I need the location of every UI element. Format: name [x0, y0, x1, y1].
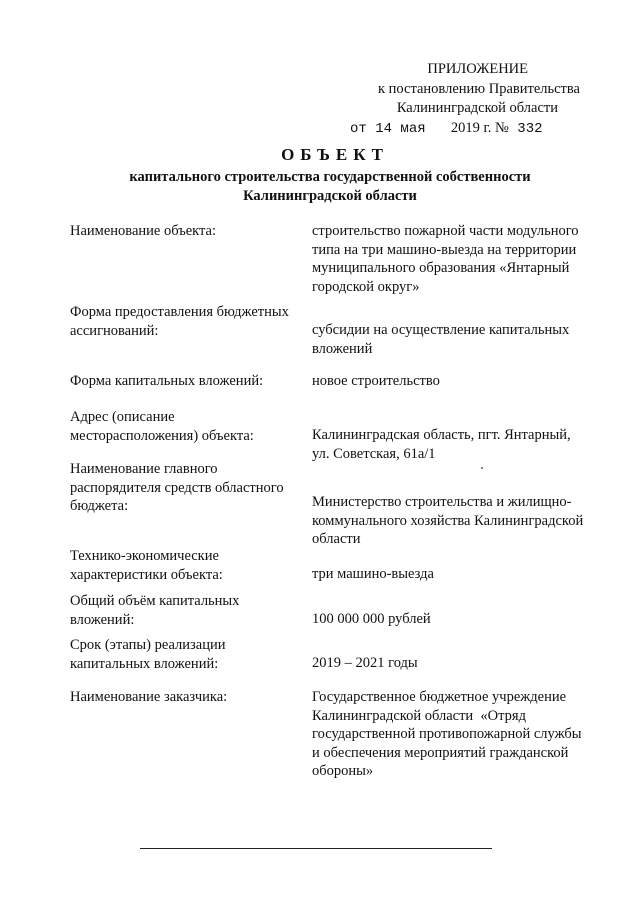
- appendix-region-line: Калининградской области: [396, 100, 558, 116]
- field-label: [70, 636, 295, 673]
- value-line: коммунального хозяйства Калининградской: [312, 512, 584, 529]
- label-line: Срок (этапы) реализации: [70, 637, 226, 653]
- field-label: [70, 592, 295, 629]
- value-line: 2019 – 2021 годы: [312, 655, 418, 671]
- label-line: месторасположения) объекта:: [70, 427, 254, 444]
- field-label: [70, 688, 295, 707]
- value-line: муниципального образования «Янтарный: [312, 260, 570, 276]
- value-line: государственной противопожарной службы: [312, 726, 582, 742]
- label-line: Форма капитальных вложений:: [70, 373, 264, 389]
- appendix-title: ПРИЛОЖЕНИЕ: [427, 61, 528, 77]
- value-line: и обеспечения мероприятий гражданской: [312, 744, 569, 761]
- label-line: распорядителя средств областного: [70, 479, 284, 496]
- subtitle-line-1: капитального строительства государственной собственности: [129, 169, 531, 185]
- date-day-month: 14 мая: [375, 120, 426, 137]
- label-line: Наименование объекта:: [70, 223, 216, 239]
- value-line: Министерство строительства и жилищно-: [312, 494, 572, 510]
- field-label: [70, 222, 295, 241]
- value-line: обороны»: [312, 763, 374, 779]
- document-title: ОБЪЕКТ: [281, 145, 389, 164]
- value-line: три машино-выезда: [312, 566, 434, 582]
- value-line: городской округ»: [312, 278, 420, 295]
- field-value: [312, 372, 597, 391]
- doc-number: 332: [517, 120, 543, 137]
- appendix-date-line: [350, 119, 590, 140]
- field-value: [312, 426, 597, 463]
- label-line: бюджета:: [70, 498, 129, 514]
- value-line: строительство пожарной части модульного: [312, 223, 579, 239]
- label-line: Технико-экономические: [70, 548, 219, 564]
- date-prefix: от: [350, 120, 367, 137]
- field-label: [70, 408, 295, 445]
- field-value: [312, 610, 597, 629]
- value-line: 100 000 000 рублей: [312, 611, 431, 627]
- value-line: Государственное бюджетное учреждение: [312, 689, 567, 705]
- label-line: Наименование заказчика:: [70, 689, 228, 705]
- date-year-no: 2019 г. №: [450, 119, 509, 136]
- field-label: [70, 303, 295, 340]
- field-label: [70, 547, 295, 584]
- field-label: [70, 372, 295, 391]
- value-line: новое строительство: [312, 373, 440, 389]
- value-line: типа на три машино-выезда на территории: [312, 241, 577, 258]
- appendix-decree-line: к постановлению Правительства: [378, 80, 580, 97]
- appendix-block: [350, 60, 590, 139]
- label-line: ассигнований:: [70, 322, 159, 339]
- label-line: Общий объём капитальных: [70, 593, 240, 609]
- value-line: вложений: [312, 340, 373, 357]
- field-value: [312, 321, 597, 358]
- value-line: Калининградская область, пгт. Янтарный,: [312, 427, 571, 443]
- label-line: Форма предоставления бюджетных: [70, 304, 289, 320]
- label-line: вложений:: [70, 611, 135, 628]
- label-line: Наименование главного: [70, 461, 218, 477]
- document-subtitle: [0, 168, 640, 206]
- value-line: субсидии на осуществление капитальных: [312, 322, 570, 338]
- scan-speck: [481, 467, 483, 469]
- subtitle-line-2: Калининградской области: [243, 188, 417, 204]
- label-line: Адрес (описание: [70, 409, 175, 425]
- label-line: характеристики объекта:: [70, 566, 223, 583]
- field-value: [312, 688, 597, 781]
- field-value: [312, 654, 597, 673]
- closing-rule-divider: [140, 848, 492, 849]
- value-line: области: [312, 531, 361, 547]
- label-line: капитальных вложений:: [70, 655, 219, 672]
- field-value: [312, 493, 597, 549]
- field-label: [70, 460, 295, 516]
- value-line: ул. Советская, 61а/1: [312, 445, 436, 462]
- field-value: [312, 222, 597, 296]
- field-value: [312, 565, 597, 584]
- value-line: Калининградской области «Отряд: [312, 707, 526, 724]
